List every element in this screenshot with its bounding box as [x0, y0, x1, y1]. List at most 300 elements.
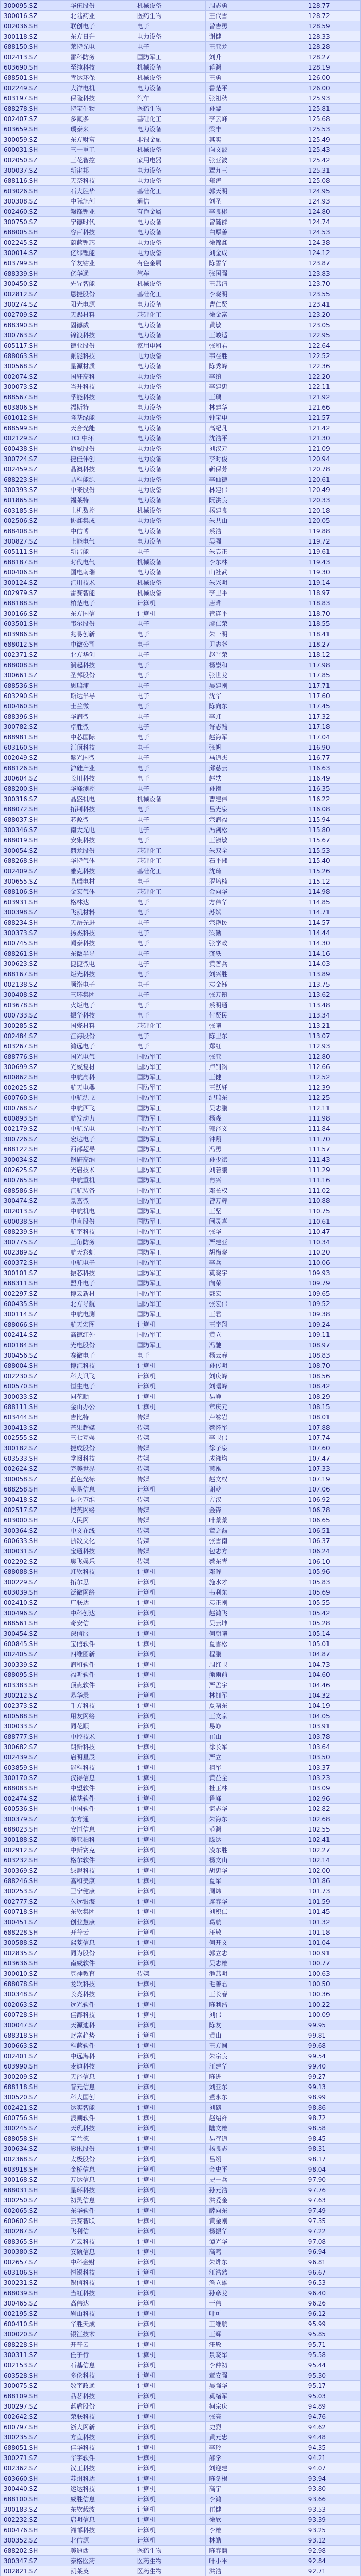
score-cell: 102.82: [305, 1804, 360, 1814]
person-name-cell: 沈琦: [206, 866, 305, 876]
industry-cell: 计算机: [134, 2298, 206, 2309]
table-row: [1, 155, 361, 165]
stock-name-cell: 捷捷微电: [67, 959, 134, 969]
stock-code-cell: 002013.SZ: [1, 1206, 67, 1216]
table-row: [1, 1711, 361, 1721]
table-row: [1, 2226, 361, 2236]
table-row: [1, 1814, 361, 1824]
person-name-cell: 徐锦鑫: [206, 238, 305, 248]
stock-name-cell: 盟升电子: [67, 1278, 134, 1289]
industry-cell: 国防军工: [134, 1289, 206, 1299]
person-name-cell: 张学政: [206, 938, 305, 948]
table-row: [1, 629, 361, 639]
score-cell: 123.87: [305, 258, 360, 268]
table-row: [1, 1237, 361, 1247]
table-row: [1, 1072, 361, 1082]
table-row: [1, 21, 361, 31]
score-cell: 92.84: [305, 2556, 360, 2566]
stock-code-cell: 600845.SH: [1, 1639, 67, 1649]
table-row: [1, 825, 361, 835]
person-name-cell: 王峻适: [206, 330, 305, 341]
table-row: [1, 1608, 361, 1618]
industry-cell: 计算机: [134, 1587, 206, 1598]
industry-cell: 电力设备: [134, 444, 206, 454]
industry-cell: 电力设备: [134, 567, 206, 578]
person-name-cell: 孙少斌: [206, 1155, 305, 1165]
table-row: [1, 474, 361, 485]
person-name-cell: 付贤民: [206, 1010, 305, 1021]
table-row: [1, 794, 361, 804]
person-name-cell: 沈浩平: [206, 433, 305, 444]
stock-code-cell: 002835.SZ: [1, 1948, 67, 1958]
industry-cell: 机械设备: [134, 588, 206, 598]
person-name-cell: 朱烨东: [206, 2257, 305, 2267]
stock-name-cell: 新洁能: [67, 547, 134, 557]
person-name-cell: 吕光泉: [206, 804, 305, 815]
person-name-cell: 刘磅: [206, 2103, 305, 2113]
industry-cell: 机械设备: [134, 557, 206, 567]
stock-name-cell: 兆易创新: [67, 629, 134, 639]
stock-code-cell: 300020.SZ: [1, 2329, 67, 2340]
score-cell: 104.87: [305, 1649, 360, 1659]
stock-name-cell: 任子行: [67, 2350, 134, 2360]
industry-cell: 计算机: [134, 1804, 206, 1814]
stock-code-cell: 600038.SH: [1, 1216, 67, 1227]
person-name-cell: 刘伟: [206, 2010, 305, 2020]
stock-code-cell: 603026.SH: [1, 186, 67, 196]
industry-cell: 计算机: [134, 2319, 206, 2329]
stock-code-cell: 600756.SH: [1, 2113, 67, 2123]
table-row: [1, 227, 361, 238]
industry-cell: 电力设备: [134, 536, 206, 547]
stock-name-cell: 长亮科技: [67, 1989, 134, 1999]
stock-code-cell: 002555.SZ: [1, 1433, 67, 1443]
industry-cell: 计算机: [134, 1752, 206, 1762]
stock-name-cell: 派能科技: [67, 351, 134, 361]
table-row: [1, 876, 361, 887]
score-cell: 110.34: [305, 1237, 360, 1247]
industry-cell: 基础化工: [134, 1021, 206, 1031]
stock-code-cell: 603501.SH: [1, 619, 67, 629]
stock-name-cell: 赛微电子: [67, 1350, 134, 1361]
industry-cell: 计算机: [134, 2267, 206, 2278]
score-cell: 105.28: [305, 1618, 360, 1629]
stock-code-cell: 300750.SZ: [1, 217, 67, 227]
table-row: [1, 1999, 361, 2010]
stock-code-cell: 603528.SH: [1, 2370, 67, 2381]
person-name-cell: 史一兵: [206, 2175, 305, 2185]
stock-code-cell: 688037.SH: [1, 815, 67, 825]
person-name-cell: 龚轶: [206, 948, 305, 959]
stock-name-cell: 芯源微: [67, 815, 134, 825]
score-cell: 111.57: [305, 1144, 360, 1155]
person-name-cell: 冯勇: [206, 1144, 305, 1155]
score-cell: 103.09: [305, 1783, 360, 1793]
person-name-cell: 李卫伟: [206, 1433, 305, 1443]
stock-name-cell: 汉得信息: [67, 1773, 134, 1783]
stock-name-cell: 三角防务: [67, 1237, 134, 1247]
score-cell: 95.58: [305, 2350, 360, 2360]
industry-cell: 电子: [134, 42, 206, 52]
score-cell: 103.37: [305, 1762, 360, 1773]
person-name-cell: 吴建刚: [206, 681, 305, 691]
industry-cell: 机械设备: [134, 505, 206, 516]
industry-cell: 机械设备: [134, 794, 206, 804]
industry-cell: 电子: [134, 928, 206, 938]
person-name-cell: 杨振华: [206, 2226, 305, 2236]
stock-name-cell: 国电南瑞: [67, 567, 134, 578]
stock-code-cell: 300348.SZ: [1, 1989, 67, 1999]
stock-name-cell: 雷科防务: [67, 52, 134, 62]
stock-name-cell: 钢研高纳: [67, 1155, 134, 1165]
score-cell: 108.29: [305, 1392, 360, 1402]
stock-code-cell: 002409.SZ: [1, 866, 67, 876]
score-cell: 126.00: [305, 83, 360, 93]
stock-name-cell: 威胜信息: [67, 2494, 134, 2504]
stock-code-cell: 600745.SH: [1, 938, 67, 948]
person-name-cell: 金锋: [206, 1505, 305, 1515]
industry-cell: 基础化工: [134, 186, 206, 196]
table-row: [1, 835, 361, 845]
table-row: [1, 1845, 361, 1855]
stock-name-cell: 熙菱信息: [67, 1938, 134, 1948]
person-name-cell: 其实: [206, 134, 305, 145]
table-row: [1, 1670, 361, 1680]
stock-name-cell: 振华科技: [67, 1010, 134, 1021]
stock-code-cell: 002050.SZ: [1, 155, 67, 165]
stock-code-cell: 688039.SH: [1, 2288, 67, 2298]
person-name-cell: 陆文雄: [206, 2123, 305, 2133]
stock-code-cell: 688365.SH: [1, 2236, 67, 2247]
stock-code-cell: 300166.SZ: [1, 608, 67, 619]
industry-cell: 电力设备: [134, 454, 206, 464]
table-row: [1, 1484, 361, 1495]
score-cell: 124.80: [305, 207, 360, 217]
stock-name-cell: 东方财富: [67, 134, 134, 145]
industry-cell: 计算机: [134, 1958, 206, 1969]
score-cell: 102.96: [305, 1793, 360, 1804]
score-cell: 95.85: [305, 2329, 360, 2340]
stock-code-cell: 600460.SH: [1, 701, 67, 711]
table-row: [1, 2051, 361, 2061]
score-cell: 99.68: [305, 2041, 360, 2051]
stock-code-cell: 002232.SZ: [1, 2515, 67, 2525]
score-cell: 95.03: [305, 2391, 360, 2401]
stock-code-cell: 300655.SZ: [1, 876, 67, 887]
table-row: [1, 2278, 361, 2288]
score-cell: 110.47: [305, 1227, 360, 1237]
score-cell: 110.06: [305, 1258, 360, 1268]
industry-cell: 计算机: [134, 2113, 206, 2123]
score-cell: 96.67: [305, 2267, 360, 2278]
table-row: [1, 866, 361, 876]
person-name-cell: 戴宏: [206, 1289, 305, 1299]
table-row: [1, 371, 361, 382]
table-row: [1, 2010, 361, 2020]
industry-cell: 计算机: [134, 1907, 206, 1917]
stock-name-cell: 孚能科技: [67, 392, 134, 402]
industry-cell: 计算机: [134, 2340, 206, 2350]
stock-name-cell: 中航电子: [67, 1258, 134, 1268]
stock-code-cell: 688202.SH: [1, 2546, 67, 2556]
stock-name-cell: 固德威: [67, 320, 134, 330]
industry-cell: 计算机: [134, 2206, 206, 2216]
score-cell: 112.66: [305, 1062, 360, 1072]
industry-cell: 计算机: [134, 1649, 206, 1659]
stock-code-cell: 002439.SZ: [1, 1752, 67, 1762]
person-name-cell: 韦利东: [206, 1587, 305, 1598]
stock-code-cell: 688536.SH: [1, 681, 67, 691]
person-name-cell: 滕达: [206, 1835, 305, 1845]
table-row: [1, 639, 361, 650]
person-name-cell: 萧泓: [206, 1464, 305, 1474]
score-cell: 108.83: [305, 1350, 360, 1361]
stock-code-cell: 002065.SZ: [1, 2206, 67, 2216]
table-row: [1, 330, 361, 341]
person-name-cell: 王文京: [206, 1711, 305, 1721]
stock-code-cell: 600570.SH: [1, 1381, 67, 1392]
table-row: [1, 979, 361, 990]
table-row: [1, 2546, 361, 2556]
table-row: [1, 1082, 361, 1093]
score-cell: 116.49: [305, 773, 360, 784]
person-name-cell: 景晓军: [206, 2350, 305, 2360]
score-cell: 113.21: [305, 1021, 360, 1031]
score-cell: 114.44: [305, 928, 360, 938]
table-row: [1, 1577, 361, 1587]
stock-name-cell: 北方华创: [67, 650, 134, 660]
table-row: [1, 1299, 361, 1309]
person-name-cell: 朱宗良: [206, 2051, 305, 2061]
stock-name-cell: 大洋电机: [67, 83, 134, 93]
score-cell: 92.71: [305, 2566, 360, 2576]
table-row: [1, 2432, 361, 2443]
score-cell: 128.77: [305, 1, 360, 11]
stock-code-cell: 002195.SZ: [1, 2309, 67, 2319]
person-name-cell: 张帆: [206, 742, 305, 753]
industry-cell: 计算机: [134, 2103, 206, 2113]
score-cell: 95.30: [305, 2370, 360, 2381]
stock-name-cell: 石大胜华: [67, 186, 134, 196]
industry-cell: 电力设备: [134, 124, 206, 134]
score-cell: 99.54: [305, 2051, 360, 2061]
table-row: [1, 1350, 361, 1361]
table-row: [1, 897, 361, 907]
stock-code-cell: 002371.SZ: [1, 650, 67, 660]
stock-code-cell: 300101.SZ: [1, 1268, 67, 1278]
industry-cell: 家用电器: [134, 341, 206, 351]
stock-code-cell: 300352.SZ: [1, 2535, 67, 2546]
table-row: [1, 536, 361, 547]
stock-name-cell: 华峰测控: [67, 784, 134, 794]
stock-code-cell: 300271.SZ: [1, 2453, 67, 2463]
industry-cell: 计算机: [134, 2535, 206, 2546]
person-name-cell: 江浩然: [206, 2267, 305, 2278]
person-name-cell: 熊雨前: [206, 1670, 305, 1680]
table-row: [1, 753, 361, 763]
stock-code-cell: 603232.SH: [1, 1855, 67, 1866]
industry-cell: 国防军工: [134, 1247, 206, 1258]
stock-code-cell: 300235.SZ: [1, 2432, 67, 2443]
table-row: [1, 310, 361, 320]
score-cell: 121.09: [305, 444, 360, 454]
score-cell: 101.32: [305, 1917, 360, 1927]
score-cell: 100.50: [305, 1979, 360, 1989]
stock-code-cell: 002074.SZ: [1, 371, 67, 382]
stock-name-cell: 航宇科技: [67, 1227, 134, 1237]
stock-code-cell: 002506.SZ: [1, 516, 67, 526]
score-cell: 120.78: [305, 464, 360, 474]
industry-cell: 基础化工: [134, 887, 206, 897]
stock-code-cell: 688167.SH: [1, 969, 67, 979]
industry-cell: 计算机: [134, 1979, 206, 1989]
stock-code-cell: 600862.SH: [1, 1072, 67, 1082]
person-name-cell: 程鹏: [206, 1649, 305, 1659]
stock-name-cell: 福莱特: [67, 495, 134, 505]
industry-cell: 电力设备: [134, 31, 206, 42]
industry-cell: 计算机: [134, 2412, 206, 2422]
stock-name-cell: 恒生电子: [67, 1381, 134, 1392]
person-name-cell: 胡梅晓: [206, 1247, 305, 1258]
stock-code-cell: 603444.SH: [1, 1412, 67, 1422]
industry-cell: 计算机: [134, 1989, 206, 1999]
stock-code-cell: 688019.SH: [1, 835, 67, 845]
stock-code-cell: 002036.SH: [1, 21, 67, 31]
score-cell: 114.03: [305, 959, 360, 969]
person-name-cell: 赵文权: [206, 1474, 305, 1484]
score-cell: 108.42: [305, 1381, 360, 1392]
score-cell: 111.02: [305, 1185, 360, 1196]
stock-name-cell: 福昕软件: [67, 1670, 134, 1680]
stock-code-cell: 002129.SZ: [1, 433, 67, 444]
stock-code-cell: 688100.SH: [1, 2494, 67, 2504]
stock-code-cell: 600536.SH: [1, 1804, 67, 1814]
stock-code-cell: 300285.SZ: [1, 1021, 67, 1031]
industry-cell: 国防军工: [134, 1278, 206, 1289]
industry-cell: 电力设备: [134, 495, 206, 505]
industry-cell: 传媒: [134, 1433, 206, 1443]
score-cell: 108.56: [305, 1371, 360, 1381]
person-name-cell: 陈利浩: [206, 1999, 305, 2010]
stock-name-cell: 同为股份: [67, 1948, 134, 1958]
table-row: [1, 1896, 361, 1907]
stock-name-cell: 捷佳伟创: [67, 454, 134, 464]
person-name-cell: 李良彬: [206, 207, 305, 217]
table-row: [1, 557, 361, 567]
stock-name-cell: 莱特光电: [67, 42, 134, 52]
industry-cell: 家用电器: [134, 155, 206, 165]
person-name-cell: 金史平: [206, 2164, 305, 2175]
score-cell: 98.45: [305, 2133, 360, 2144]
industry-cell: 电力设备: [134, 392, 206, 402]
stock-code-cell: 603197.SH: [1, 93, 67, 104]
stock-name-cell: 用友网络: [67, 1711, 134, 1721]
person-name-cell: 凌东胜: [206, 1845, 305, 1855]
stock-name-cell: 东华软件: [67, 2206, 134, 2216]
table-row: [1, 1969, 361, 1979]
industry-cell: 计算机: [134, 2185, 206, 2195]
stock-code-cell: 300073.SZ: [1, 382, 67, 392]
person-name-cell: 刘亚东: [206, 2082, 305, 2092]
table-row: [1, 505, 361, 516]
stock-name-cell: 中新赛克: [67, 1845, 134, 1855]
stock-code-cell: 002460.SZ: [1, 207, 67, 217]
stock-name-cell: 金宏气体: [67, 887, 134, 897]
person-name-cell: 王淑敏: [206, 835, 305, 845]
score-cell: 100.77: [305, 1958, 360, 1969]
stock-code-cell: 300682.SZ: [1, 1742, 67, 1752]
industry-cell: 计算机: [134, 2525, 206, 2535]
stock-name-cell: 苏州科达: [67, 2473, 134, 2484]
stock-name-cell: 火炬电子: [67, 1000, 134, 1010]
score-cell: 93.94: [305, 2473, 360, 2484]
person-name-cell: 杨文山: [206, 1855, 305, 1866]
stock-code-cell: 600438.SH: [1, 444, 67, 454]
person-name-cell: 覃九三: [206, 165, 305, 176]
stock-code-cell: 603659.SH: [1, 124, 67, 134]
stock-name-cell: 特宝生物: [67, 104, 134, 114]
stock-code-cell: 600893.SH: [1, 1113, 67, 1124]
score-cell: 100.22: [305, 1999, 360, 2010]
person-name-cell: 阮洪良: [206, 495, 305, 505]
score-cell: 106.10: [305, 1556, 360, 1567]
table-row: [1, 289, 361, 299]
industry-cell: 计算机: [134, 2309, 206, 2319]
table-body: [1, 1, 361, 2576]
industry-cell: 计算机: [134, 2360, 206, 2370]
score-cell: 104.73: [305, 1659, 360, 1670]
stock-code-cell: 688390.SH: [1, 320, 67, 330]
score-cell: 125.68: [305, 114, 360, 124]
stock-name-cell: 嘉和美康: [67, 1876, 134, 1886]
score-cell: 113.48: [305, 1000, 360, 1010]
score-cell: 117.60: [305, 691, 360, 701]
table-row: [1, 1721, 361, 1732]
score-cell: 122.95: [305, 330, 360, 341]
industry-cell: 电力设备: [134, 382, 206, 392]
industry-cell: 计算机: [134, 2123, 206, 2133]
stock-code-cell: 688228.SH: [1, 2340, 67, 2350]
table-row: [1, 104, 361, 114]
stock-code-cell: 002657.SZ: [1, 2257, 67, 2267]
score-cell: 109.11: [305, 1330, 360, 1340]
stock-name-cell: 江航装备: [67, 1185, 134, 1196]
stock-name-cell: 航天宏图: [67, 1319, 134, 1330]
stock-name-cell: 中远海科: [67, 2051, 134, 2061]
table-row: [1, 454, 361, 464]
stock-code-cell: 002624.SZ: [1, 1464, 67, 1474]
score-cell: 113.34: [305, 1010, 360, 1021]
score-cell: 111.84: [305, 1124, 360, 1134]
stock-name-cell: 中际旭创: [67, 196, 134, 207]
stock-code-cell: 002414.SZ: [1, 1330, 67, 1340]
table-row: [1, 1855, 361, 1866]
table-row: [1, 732, 361, 742]
table-row: [1, 1113, 361, 1124]
stock-code-cell: 603039.SH: [1, 1587, 67, 1598]
stock-code-cell: 688599.SH: [1, 423, 67, 433]
score-cell: 117.85: [305, 670, 360, 681]
industry-cell: 电子: [134, 21, 206, 31]
stock-code-cell: 002063.SZ: [1, 1999, 67, 2010]
industry-cell: 基础化工: [134, 310, 206, 320]
score-cell: 99.40: [305, 2061, 360, 2072]
stock-code-cell: 688031.SH: [1, 2185, 67, 2195]
industry-cell: 传媒: [134, 1474, 206, 1484]
industry-cell: 计算机: [134, 1577, 206, 1587]
person-name-cell: 郑红: [206, 1041, 305, 1052]
score-cell: 107.06: [305, 1484, 360, 1495]
